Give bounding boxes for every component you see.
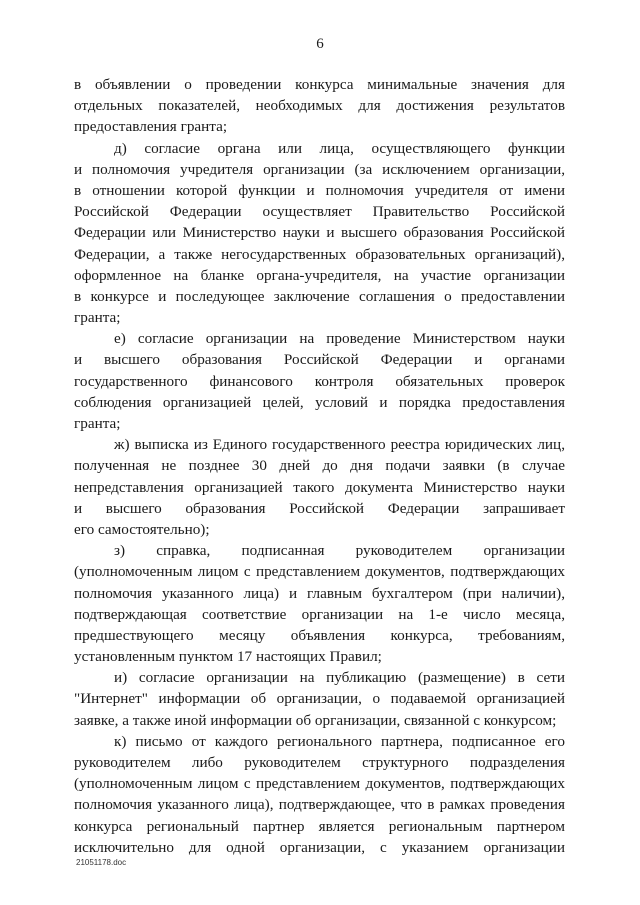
text-line: заявке, а также иной информации об организации, связанной с конкурсом;: [74, 711, 557, 729]
text-line: исключительно для одной организации, с указанием организации: [74, 838, 565, 856]
text-line: "Интернет" информации об организации, о подаваемой организацией: [74, 690, 565, 708]
text-line: к) письмо от каждого регионального партнера, подписанное его: [114, 732, 565, 750]
text-line: ж) выписка из Единого государственного реестра юридических лиц,: [114, 436, 565, 454]
text-line: его самостоятельно);: [74, 520, 210, 538]
text-line: (уполномоченным лицом с представлением документов, подтверждающих: [74, 775, 565, 793]
text-line: полномочия указанного лица), подтверждающее, что в рамках проведения: [74, 796, 565, 814]
text-line: соблюдения организацией целей, условий и порядка предоставления: [74, 393, 565, 411]
text-line: полученная не позднее 30 дней до дня подачи заявки (в случае: [74, 457, 565, 475]
text-line: Федерации, а также негосударственных образовательных организаций),: [74, 245, 565, 263]
text-line: и) согласие организации на публикацию (размещение) в сети: [114, 669, 565, 687]
text-line: оформленное на бланке органа-учредителя, на участие организации: [74, 266, 565, 284]
text-line: Федерации или Министерство науки и высшего образования Российской: [74, 224, 565, 242]
text-line: установленным пунктом 17 настоящих Правил;: [74, 648, 382, 666]
text-line: государственного финансового контроля обязательных проверок: [74, 372, 565, 390]
text-line: Российской Федерации осуществляет Правительство Российской: [74, 203, 565, 221]
text-line: д) согласие органа или лица, осуществляющего функции: [114, 139, 565, 157]
text-line: предшествующего месяцу объявления конкурса, требованиям,: [74, 626, 565, 644]
text-line: руководителем либо руководителем структурного подразделения: [74, 754, 565, 771]
text-line: гранта;: [74, 415, 121, 432]
text-line: в отношении которой функции и полномочия учредителя от имени: [74, 181, 565, 199]
text-line: гранта;: [74, 309, 121, 327]
text-line: и высшего образования Российской Федерации запрашивает: [74, 499, 565, 517]
text-line: е) согласие организации на проведение Министерством науки: [114, 330, 565, 348]
text-line: непредставления организацией такого документа Министерство науки: [74, 478, 565, 496]
text-line: з) справка, подписанная руководителем организации: [114, 542, 565, 560]
text-line: полномочия указанного лица) и главным бухгалтером (при наличии),: [74, 584, 565, 602]
document-body: [74, 74, 565, 858]
text-line: предоставления гранта;: [74, 118, 228, 136]
text-line: и полномочия учредителя организации (за исключением организации,: [74, 160, 565, 178]
text-line: подтверждающая соответствие организации на 1-е число месяца,: [74, 605, 565, 623]
text-line: и высшего образования Российской Федерации и органами: [74, 351, 565, 369]
text-line: в конкурсе и последующее заключение соглашения о предоставлении: [74, 287, 565, 305]
text-line: (уполномоченным лицом с представлением документов, подтверждающих: [74, 563, 565, 581]
text-line: отдельных показателей, необходимых для достижения результатов: [74, 97, 565, 115]
text-line: конкурса региональный партнер является региональным партнером: [74, 817, 565, 835]
page-number: 6: [316, 36, 324, 52]
text-line: в объявлении о проведении конкурса минимальные значения для: [74, 76, 565, 93]
document-file-code: 21051178.doc: [76, 858, 127, 867]
